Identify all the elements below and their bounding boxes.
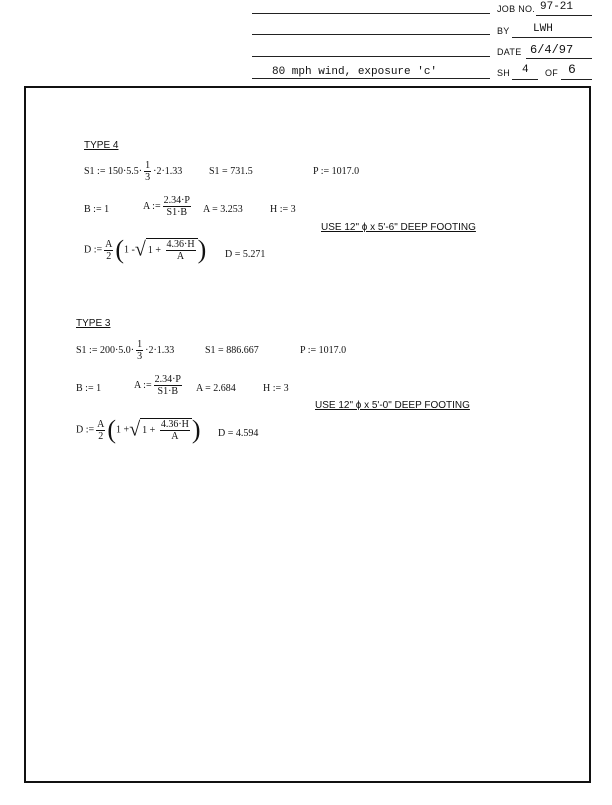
fraction: $\frac{1}{3}$ bbox=[145, 160, 151, 183]
type4-s1-def: S1 := 150·5.5· $\frac{1}{3}$ ·2·1.33 bbox=[84, 160, 183, 183]
close-paren: ) bbox=[197, 235, 207, 264]
fraction: $\frac{4.36\cdot H}{A}$ bbox=[166, 239, 195, 262]
type4-p-def: P := 1017.0 bbox=[313, 166, 360, 177]
type3-b-def: B := 1 bbox=[76, 383, 102, 394]
of-line bbox=[561, 79, 592, 80]
sheet-value: 4 bbox=[522, 64, 529, 76]
title-line-3 bbox=[252, 56, 490, 57]
type3-p-def: P := 1017.0 bbox=[300, 345, 347, 356]
radical-sign: √ bbox=[129, 418, 141, 441]
date-label: DATE bbox=[497, 47, 522, 57]
sheet-line bbox=[512, 79, 538, 80]
type3-footing-note: USE 12" ɸ x 5'-0" DEEP FOOTING bbox=[315, 400, 470, 411]
open-paren: ( bbox=[107, 415, 117, 444]
type3-heading: TYPE 3 bbox=[76, 318, 111, 329]
subject-text: 80 mph wind, exposure 'c' bbox=[272, 66, 438, 78]
type4-d-def: D := $\frac{A}{2}$ (1 -√ 1 + $\frac{4.36\cdot H}{A}$ ) bbox=[84, 235, 207, 264]
type4-heading: TYPE 4 bbox=[84, 140, 119, 151]
radical-sign: √ bbox=[134, 238, 146, 261]
date-line bbox=[526, 58, 592, 59]
job-no-line bbox=[536, 15, 592, 16]
of-value: 6 bbox=[568, 62, 576, 77]
type3-d-def: D := $\frac{A}{2}$ (1 +√ 1 + $\frac{4.36\cdot H}{A}$ ) bbox=[76, 415, 201, 444]
by-line bbox=[512, 37, 592, 38]
fraction: $\frac{2.34\cdot P}{S1\cdot B}$ bbox=[163, 195, 190, 218]
type3-a-result: A = 2.684 bbox=[196, 383, 236, 394]
close-paren: ) bbox=[191, 415, 201, 444]
fraction: $\frac{A}{2}$ bbox=[105, 238, 113, 262]
title-line-4 bbox=[252, 78, 490, 79]
date-value: 6/4/97 bbox=[530, 43, 574, 57]
type4-footing-note: USE 12" ɸ x 5'-6" DEEP FOOTING bbox=[321, 222, 476, 233]
by-value: LWH bbox=[533, 23, 553, 35]
open-paren: ( bbox=[115, 235, 125, 264]
type4-a-result: A = 3.253 bbox=[203, 204, 243, 215]
by-label: BY bbox=[497, 26, 510, 36]
title-line-1 bbox=[252, 13, 490, 14]
type4-b-def: B := 1 bbox=[84, 204, 110, 215]
sheet-label: SH bbox=[497, 68, 511, 78]
type3-h-def: H := 3 bbox=[263, 383, 289, 394]
fraction: $\frac{1}{3}$ bbox=[137, 339, 143, 362]
fraction: $\frac{A}{2}$ bbox=[97, 418, 105, 442]
fraction: $\frac{4.36\cdot H}{A}$ bbox=[160, 419, 189, 442]
type3-a-def: A := $\frac{2.34\cdot P}{S1\cdot B}$ bbox=[134, 374, 181, 397]
type4-a-def: A := $\frac{2.34\cdot P}{S1\cdot B}$ bbox=[143, 195, 190, 218]
type4-d-result: D = 5.271 bbox=[225, 249, 266, 260]
type4-s1-result: S1 = 731.5 bbox=[209, 166, 253, 177]
job-no-value: 97-21 bbox=[540, 1, 574, 13]
type4-h-def: H := 3 bbox=[270, 204, 296, 215]
of-label: OF bbox=[545, 68, 559, 78]
sqrt-body: 1 + $\frac{4.36\cdot H}{A}$ bbox=[146, 238, 198, 262]
type3-s1-result: S1 = 886.667 bbox=[205, 345, 259, 356]
fraction: $\frac{2.34\cdot P}{S1\cdot B}$ bbox=[154, 374, 181, 397]
sqrt-body: 1 + $\frac{4.36\cdot H}{A}$ bbox=[140, 418, 192, 442]
type3-d-result: D = 4.594 bbox=[218, 428, 259, 439]
title-line-2 bbox=[252, 34, 490, 35]
job-no-label: JOB NO. bbox=[497, 4, 536, 14]
type3-s1-def: S1 := 200·5.0· $\frac{1}{3}$ ·2·1.33 bbox=[76, 339, 175, 362]
